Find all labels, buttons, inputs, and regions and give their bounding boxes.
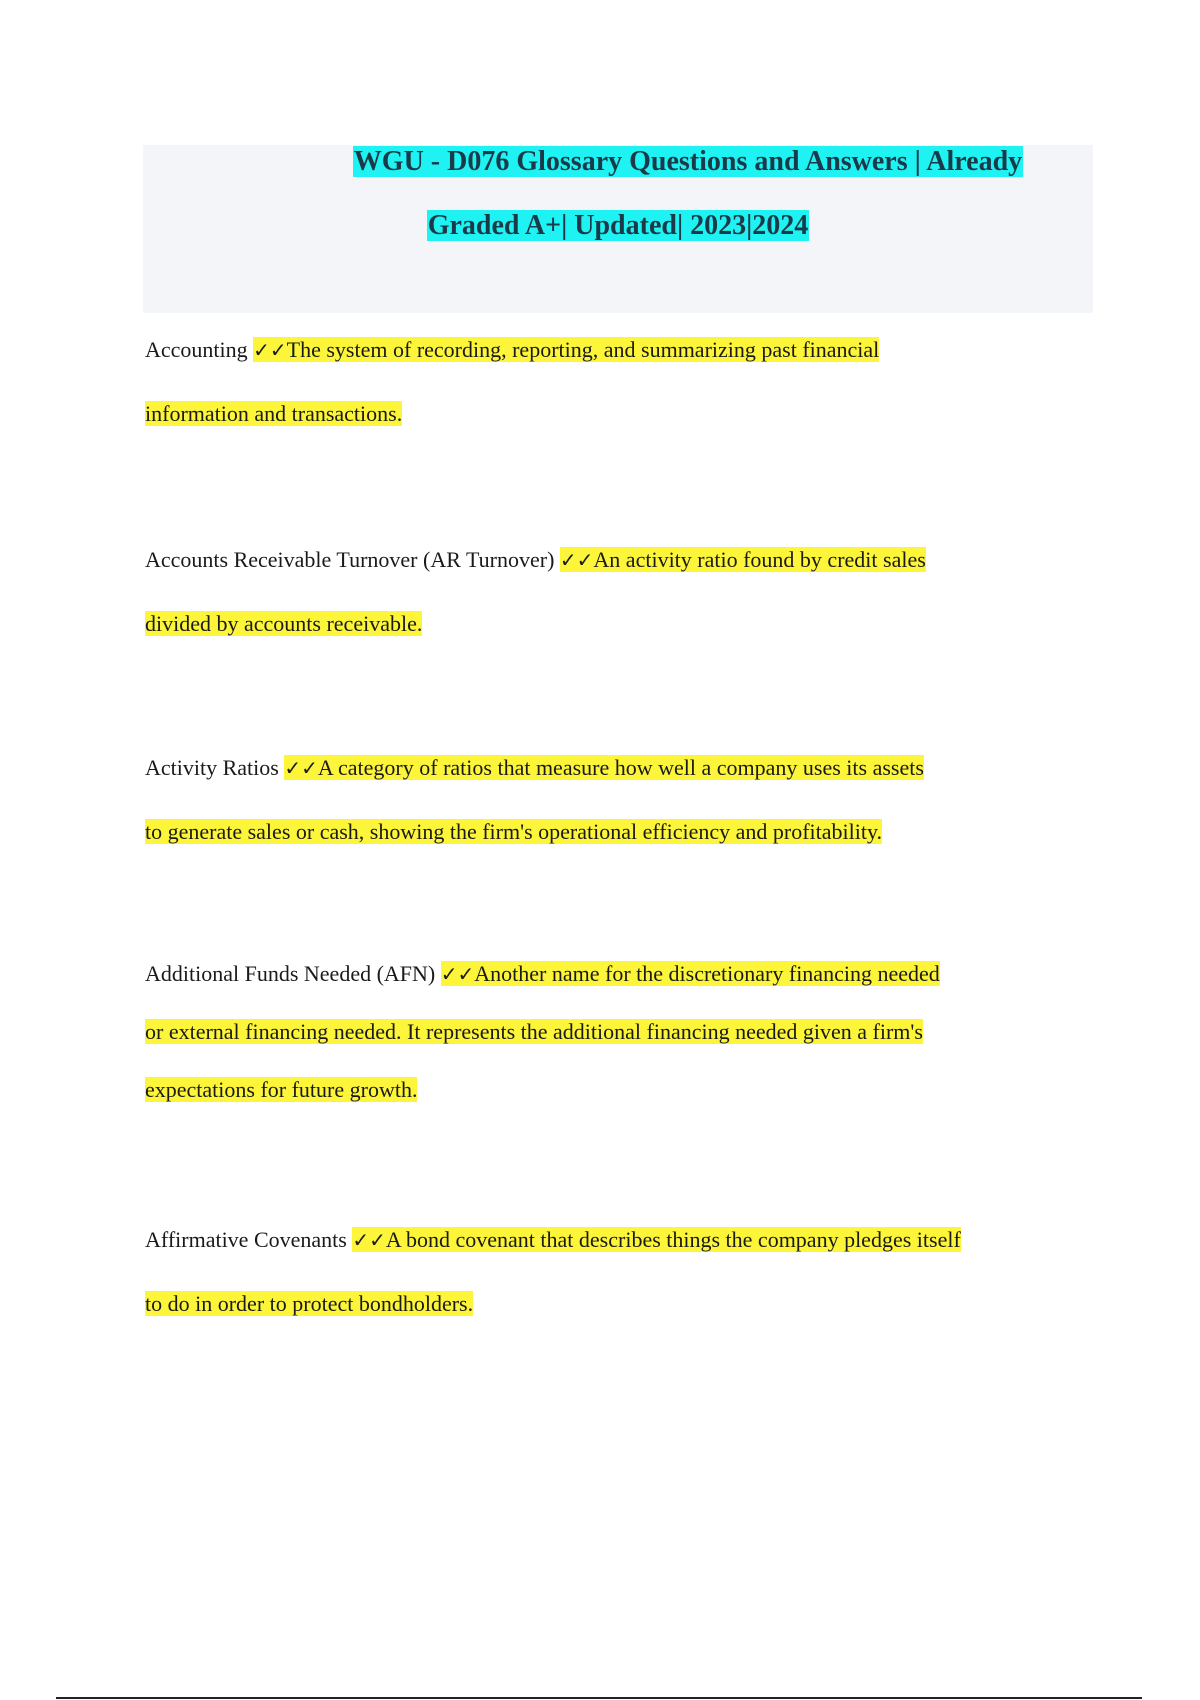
glossary-term: Accounting bbox=[145, 337, 254, 362]
definition-text: expectations for future growth. bbox=[145, 1077, 418, 1102]
entry-line bbox=[145, 944, 1065, 1004]
glossary-entry-accounting bbox=[145, 318, 1065, 446]
check-mark-icon: ✓✓ bbox=[559, 548, 594, 572]
definition-text: or external financing needed. It represents the additional financing needed given a firm's bbox=[145, 1019, 923, 1044]
entry-line bbox=[145, 736, 1065, 800]
definition-text: A bond covenant that describes things the company pledges itself bbox=[385, 1227, 961, 1252]
glossary-entry-ar-turnover bbox=[145, 528, 1065, 656]
definition-text: A category of ratios that measure how well a company uses its assets bbox=[317, 755, 924, 780]
glossary-term: Accounts Receivable Turnover (AR Turnover) bbox=[145, 547, 560, 572]
entry-line bbox=[145, 528, 1065, 592]
glossary-definition bbox=[253, 337, 879, 362]
definition-text: divided by accounts receivable. bbox=[145, 611, 423, 636]
entry-line bbox=[145, 1004, 1065, 1060]
definition-text: Another name for the discretionary financing needed bbox=[474, 961, 940, 986]
check-mark-icon: ✓✓ bbox=[352, 1228, 386, 1252]
title-block bbox=[143, 145, 1093, 313]
definition-text: The system of recording, reporting, and summarizing past financial bbox=[286, 337, 880, 362]
check-mark-icon: ✓✓ bbox=[253, 338, 287, 362]
check-mark-icon: ✓✓ bbox=[284, 756, 318, 780]
glossary-definition bbox=[560, 547, 926, 572]
glossary-entry-affirmative-covenants bbox=[145, 1208, 1065, 1336]
glossary-entry-activity-ratios bbox=[145, 736, 1065, 864]
glossary-definition bbox=[352, 1227, 960, 1252]
title-line-1 bbox=[143, 145, 1093, 179]
entry-line bbox=[145, 382, 1065, 446]
glossary-entry-afn bbox=[145, 944, 1065, 1120]
definition-text: An activity ratio found by credit sales bbox=[593, 547, 926, 572]
entry-line bbox=[145, 1060, 1065, 1120]
title-line-2 bbox=[143, 209, 1093, 243]
glossary-term: Affirmative Covenants bbox=[145, 1227, 353, 1252]
glossary-term: Activity Ratios bbox=[145, 755, 285, 780]
title-line-1-text: WGU - D076 Glossary Questions and Answers | Already bbox=[353, 146, 1023, 177]
check-mark-icon: ✓✓ bbox=[440, 962, 475, 986]
definition-text: to generate sales or cash, showing the firm's operational efficiency and profitability. bbox=[145, 819, 883, 844]
entry-line bbox=[145, 800, 1065, 864]
footer-divider bbox=[56, 1697, 1142, 1699]
glossary-definition bbox=[441, 961, 940, 986]
glossary-definition bbox=[284, 755, 924, 780]
definition-text: information and transactions. bbox=[145, 401, 403, 426]
definition-text: to do in order to protect bondholders. bbox=[145, 1291, 474, 1316]
title-line-2-text: Graded A+| Updated| 2023|2024 bbox=[427, 210, 809, 241]
entry-line bbox=[145, 318, 1065, 382]
entry-line bbox=[145, 592, 1065, 656]
entry-line bbox=[145, 1208, 1065, 1272]
glossary-term: Additional Funds Needed (AFN) bbox=[145, 961, 441, 986]
entry-line bbox=[145, 1272, 1065, 1336]
